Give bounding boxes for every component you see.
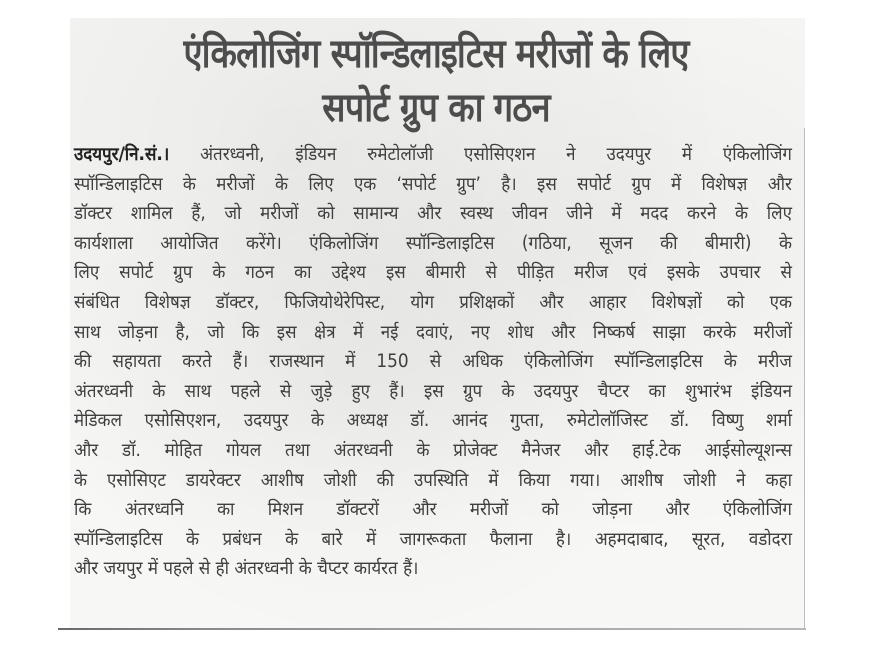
body-line: कि अंतरध्वनि का मिशन डॉक्टरों और मरीजों को जोड़ना और एंकिलोजिंग — [74, 499, 792, 521]
headline-line-1: एंकिलोजिंग स्पॉन्डिलाइटिस मरीजों के लिए — [183, 31, 689, 77]
body-line: स्पॉन्डिलाइटिस के मरीजों के लिए एक ‘सपोर्ट ग्रुप’ है। इस सपोर्ट ग्रुप में विशेषज्ञ और — [74, 173, 792, 195]
dateline: उदयपुर/नि.सं.। — [74, 144, 170, 165]
headline-line-2: सपोर्ट ग्रुप का गठन — [322, 85, 550, 131]
column-rule-bottom — [58, 628, 806, 630]
body-line — [74, 140, 792, 170]
body-line: साथ जोड़ना है, जो कि इस क्षेत्र में नई दवाएं, नए शोध और निष्कर्ष साझा करके मरीजों — [74, 321, 792, 343]
body-line: और डॉ. मोहित गोयल तथा अंतरध्वनी के प्रोजेक्ट मैनेजर और हाई.टेक आईसोल्यूशन्स — [74, 439, 792, 461]
body-line: के एसोसिएट डायरेक्टर आशीष जोशी की उपस्थिति में किया गया। आशीष जोशी ने कहा — [74, 469, 792, 491]
body-line: स्पॉन्डिलाइटिस के प्रबंधन के बारे में जागरूकता फैलाना है। अहमदाबाद, सूरत, वडोदरा — [74, 528, 792, 550]
body-line: और जयपुर में पहले से ही अंतरध्वनी के चैप्टर कार्यरत हैं। — [74, 558, 419, 580]
body-line: संबंधित विशेषज्ञ डॉक्टर, फिजियोथेरेपिस्ट, योग प्रशिक्षकों और आहार विशेषज्ञों को एक — [74, 291, 792, 313]
body-text: अंतरध्वनी, इंडियन रुमेटोलॉजी एसोसिएशन ने उदयपुर में एंकिलोजिंग — [169, 144, 792, 165]
body-line: अंतरध्वनी के साथ पहले से जुड़े हुए हैं। इस ग्रुप के उदयपुर चैप्टर का शुभारंभ इंडियन — [74, 380, 792, 402]
body-line: की सहायता करते हैं। राजस्थान में 150 से अधिक एंकिलोजिंग स्पॉन्डिलाइटिस के मरीज — [74, 351, 792, 373]
body-line: डॉक्टर शामिल हैं, जो मरीजों को सामान्य और स्वस्थ जीवन जीने में मदद करने के लिए — [74, 203, 792, 225]
body-line: लिए सपोर्ट ग्रुप के गठन का उद्देश्य इस बीमारी से पीड़ित मरीज एवं इसके उपचार से — [74, 262, 792, 284]
article-body — [74, 140, 792, 584]
body-line: मेडिकल एसोसिएशन, उदयपुर के अध्यक्ष डॉ. आनंद गुप्ता, रुमेटोलॉजिस्ट डॉ. विष्णु शर्मा — [74, 410, 792, 432]
column-rule-right — [804, 128, 805, 628]
body-line: कार्यशाला आयोजित करेंगे। एंकिलोजिंग स्पॉन्डिलाइटिस (गठिया, सूजन की बीमारी) के — [74, 232, 792, 254]
